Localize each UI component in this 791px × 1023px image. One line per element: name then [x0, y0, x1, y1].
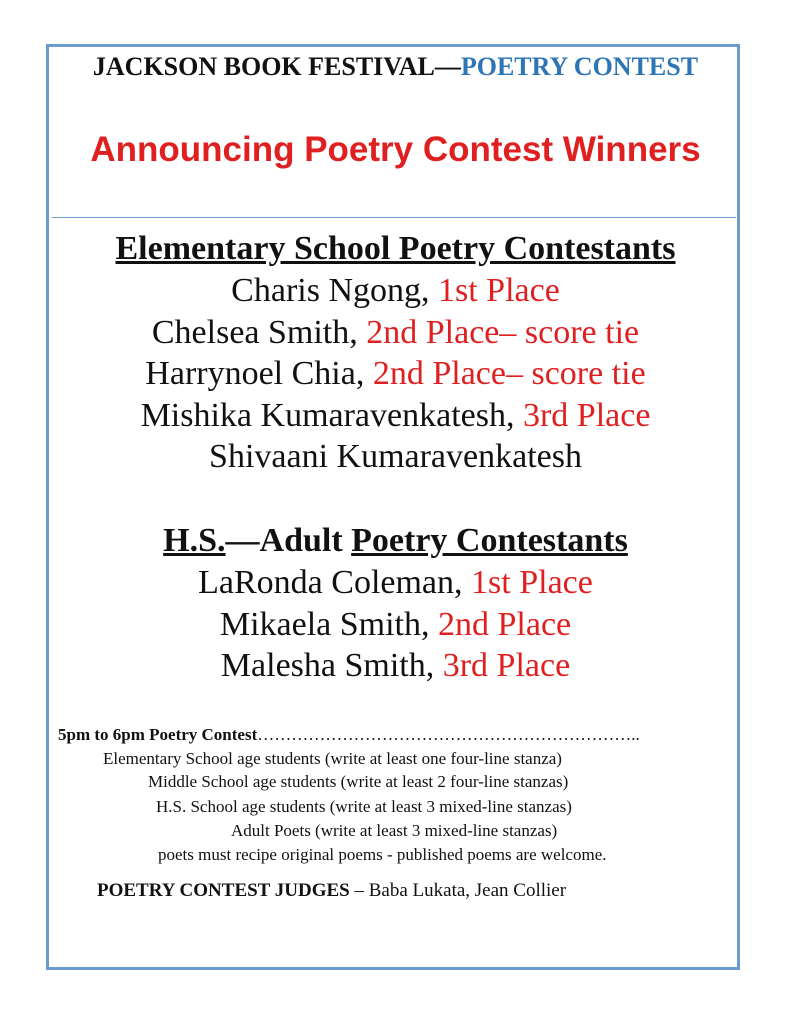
winner-name: Mikaela Smith, — [219, 605, 438, 643]
adult-heading-part3: Poetry Contestants — [351, 522, 628, 559]
winner-name: Mishika Kumaravenkatesh, — [140, 396, 523, 434]
winner-line — [0, 270, 791, 312]
schedule-line: poets must recipe original poems - published poems are welcome. — [158, 845, 607, 864]
winner-name: Shivaani Kumaravenkatesh — [209, 438, 582, 475]
winner-name: LaRonda Coleman, — [198, 564, 472, 601]
festival-title — [0, 52, 791, 82]
winner-line — [0, 604, 791, 646]
judges-line — [97, 880, 566, 902]
adult-heading-part1: H.S. — [163, 522, 226, 559]
winner-name: Chelsea Smith, — [151, 313, 367, 351]
divider-rule — [52, 217, 736, 218]
elementary-winners-list — [0, 270, 791, 478]
winner-line — [0, 312, 791, 354]
festival-title-accent: POETRY CONTEST — [460, 52, 699, 81]
winner-place: 2nd Place– score tie — [372, 355, 646, 392]
announcement-heading: Announcing Poetry Contest Winners — [90, 130, 701, 169]
winner-line — [0, 436, 791, 478]
winner-line — [0, 353, 791, 395]
winner-place: 1st Place — [438, 272, 560, 309]
festival-title-main: JACKSON BOOK FESTIVAL— — [92, 52, 461, 81]
winner-name: Charis Ngong, — [231, 272, 438, 309]
adult-heading-part2: —Adult — [225, 522, 352, 559]
schedule-line: Middle School age students (write at least 2 four-line stanzas) — [148, 772, 569, 791]
elementary-heading — [0, 230, 791, 268]
winner-place: 1st Place — [471, 564, 593, 601]
winner-place: 2nd Place — [438, 605, 572, 643]
winner-place: 2nd Place– score tie — [366, 313, 640, 351]
winner-name: Harrynoel Chia, — [145, 355, 373, 392]
judges-label: POETRY CONTEST JUDGES — [97, 880, 350, 901]
winner-line — [0, 395, 791, 437]
winner-place: 3rd Place — [522, 396, 651, 434]
winner-place: 3rd Place — [442, 647, 571, 684]
judges-names: – Baba Lukata, Jean Collier — [349, 880, 567, 901]
schedule-lead-line — [58, 723, 640, 747]
adult-heading — [0, 522, 791, 560]
winner-line — [0, 562, 791, 604]
winner-name: Malesha Smith, — [220, 647, 443, 684]
schedule-line: Adult Poets (write at least 3 mixed-line stanzas) — [231, 821, 558, 840]
elementary-heading-text: Elementary School Poetry Contestants — [115, 230, 676, 267]
adult-winners-list — [0, 562, 791, 687]
schedule-dots: ………………………………………………………….. — [257, 725, 640, 744]
schedule-lead: 5pm to 6pm Poetry Contest — [58, 725, 258, 744]
schedule-line: H.S. School age students (write at least 3 mixed-line stanzas) — [156, 797, 572, 816]
schedule-line: Elementary School age students (write at least one four-line stanza) — [103, 749, 562, 768]
winner-line — [0, 645, 791, 687]
